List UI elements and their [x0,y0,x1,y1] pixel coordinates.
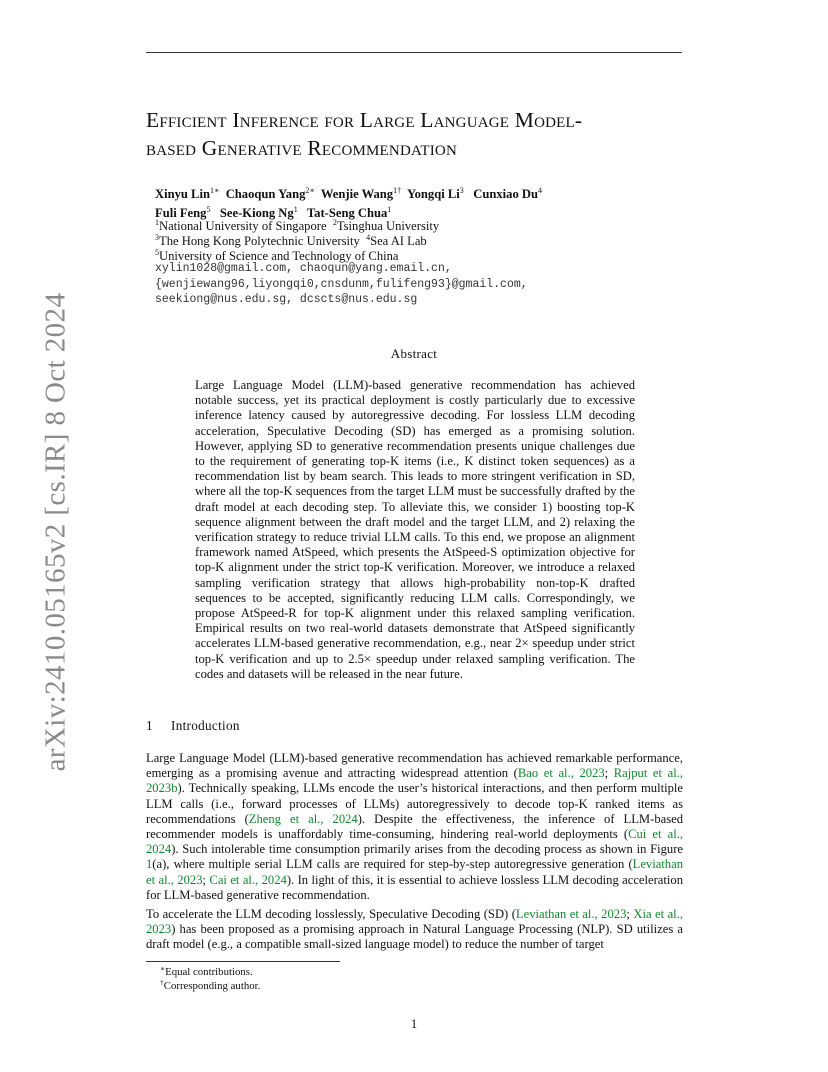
section-heading-introduction: 1 Introduction [146,718,240,733]
citation-link[interactable]: Cui et al., 2024 [146,827,683,857]
author: Tat-Seng Chua [306,206,388,220]
author-line-1: Xinyu Lin$^{1∗}$ Chaoqun Yang$^{2∗}$ Wenjie Wang$^{1\dagger}$ Yongqi Li$^3$ Cunxiao Du$^4$ [155,186,542,201]
email-line: seekiong@nus.edu.sg, dcscts@nus.edu.sg [155,293,418,306]
author-line-2: Fuli Feng$^5$ See-Kiong Ng$^1$ Tat-Seng Chua$^1$ [155,205,392,220]
page-number: 1 [410,1017,418,1031]
intro-paragraph-1: Large Language Model (LLM)-based generative recommendation has achieved remarkable performance, emerging as a promising avenue and attracting widespread attention (Bao et al., 2023; Rajput et al., 2023b). Technically speaking, LLMs encode the user’s historical interactions, and then perform multiple LLM calls (i.e., forward processes of LLMs) autoregressively to decode top-K ranked items as recommendations (Zheng et al., 2024). Despite the effectiveness, the inference of LLM-based recommender models is unaffordably time-consuming, hindering real-world deployments (Cui et al., 2024). Such intolerable time consumption primarily arises from the decoding process as shown in Figure 1(a), where multiple serial LLM calls are required for step-by-step autoregressive generation (Leviathan et al., 2023; Cai et al., 2024). In light of this, it is essential to achieve lossless LLM decoding acceleration for LLM-based generative recommendation. [146,751,684,902]
citation-link[interactable]: Xia et al., 2023 [146,907,683,937]
email-line: {wenjiewang96,liyongqi0,cnsdunm,fulifeng93}@gmail.com, [155,278,528,291]
author: Chaoqun Yang [225,187,306,201]
intro-paragraph-2: To accelerate the LLM decoding losslessly, Speculative Decoding (SD) (Leviathan et al., 2023; Xia et al., 2023) has been proposed as a promising approach in Natural Language Processing (NLP). SD utilizes a draft model (e.g., a compatible small-sized language model) to reduce the number of target [146,907,683,952]
abstract-heading: Abstract [390,346,438,361]
citation-link[interactable]: Leviathan et al., 2023 [515,907,627,921]
footnote: †Corresponding author. [160,978,261,992]
author: Xinyu Lin [155,187,210,201]
citation-link[interactable]: Rajput et al., 2023b [146,766,684,796]
paper-title-line2: based Generative Recommendation [146,136,457,160]
figure-link[interactable]: 1 [146,857,153,872]
citation-link[interactable]: Bao et al., 2023 [517,766,605,781]
email-line: xylin1028@gmail.com, chaoqun@yang.email.cn, [155,262,452,275]
footnote: ∗Equal contributions. [160,964,253,978]
author: See-Kiong Ng [219,206,294,220]
author: Yongqi Li [406,187,460,201]
top-rule [146,52,682,53]
author: Fuli Feng [155,206,207,220]
abstract-text: Large Language Model (LLM)-based generative recommendation has achieved notable success, yet its practical deployment is costly particularly due to excessive inference latency caused by autoregressive decoding. For lossless LLM decoding acceleration, Speculative Decoding (SD) has emerged as a promising solution. However, applying SD to generative recommendation presents unique challenges due to the requirement of generating top-K items (i.e., K distinct token sequences) as a recommendation list by beam search. This leads to more stringent verification in SD, where all the top-K sequences from the target LLM must be successfully drafted by the draft model at each decoding step. To alleviate this, we consider 1) boosting top-K sequence alignment between the draft model and the target LLM, and 2) relaxing the verification strategy to reduce trivial LLM calls. To this end, we propose an alignment framework named AtSpeed, which presents the AtSpeed-S optimization objective for top-K alignment under the strict top-K verification. Moreover, we introduce a relaxed sampling verification strategy that allows high-probability non-top-K drafted sequences to be accepted, significantly reducing LLM calls. Correspondingly, we propose AtSpeed-R for top-K alignment under this relaxed sampling verification. Empirical results on two real-world datasets demonstrate that AtSpeed significantly accelerates LLM-based generative recommendation, e.g., near 2× speedup under strict top-K verification and up to 2.5× speedup under relaxed sampling verification. The codes and datasets will be released in the near future. [195,378,635,681]
paper-title-line1: Efficient Inference for Large Language Model- [146,108,583,132]
author: Cunxiao Du [473,187,538,201]
affiliation-line: $^5$University of Science and Technology of China [155,248,399,263]
citation-link[interactable]: Leviathan et al., 2023 [146,857,683,887]
author: Wenjie Wang [320,187,394,201]
arxiv-sidebar-stamp: arXiv:2410.05165v2 [cs.IR] 8 Oct 2024 [39,292,72,772]
affiliation-line: $^3$The Hong Kong Polytechnic University $^4$Sea AI Lab [155,233,427,248]
affiliation-line: $^1$National University of Singapore $^2$Tsinghua University [155,218,440,233]
citation-link[interactable]: Cai et al., 2024 [209,872,287,887]
citation-link[interactable]: Zheng et al., 2024 [248,811,358,826]
